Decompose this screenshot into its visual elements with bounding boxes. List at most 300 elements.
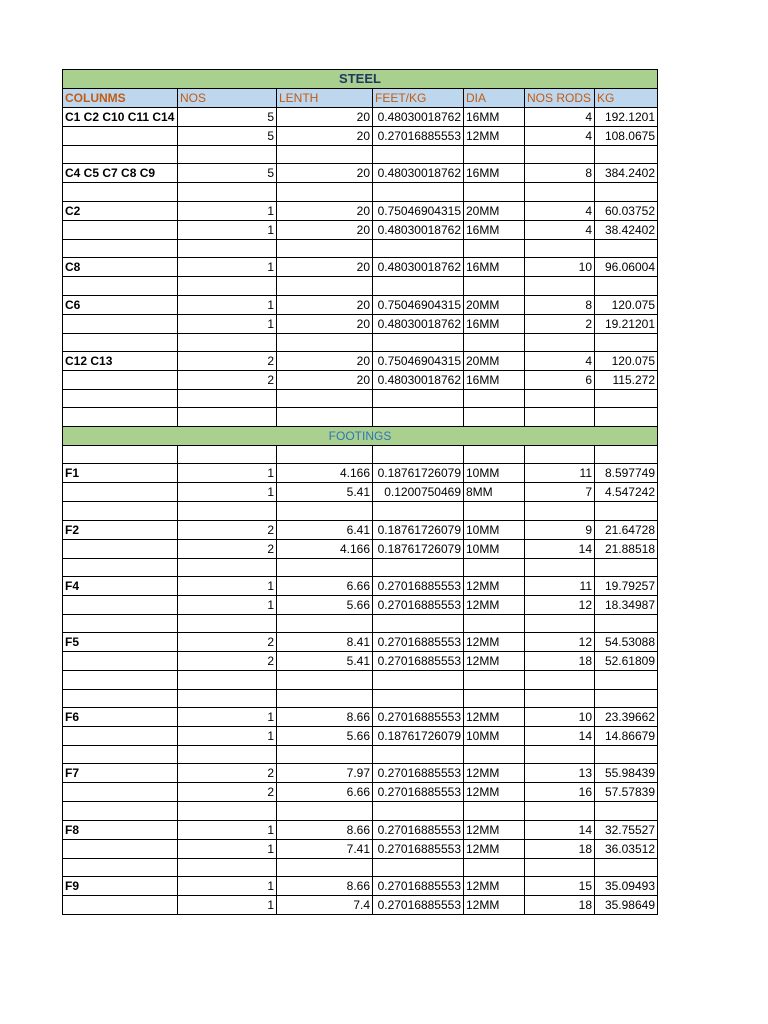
cell-feet-per-kg[interactable] — [373, 746, 464, 764]
cell-feet-per-kg[interactable] — [373, 389, 464, 407]
cell-dia[interactable] — [464, 277, 525, 295]
cell-nos[interactable] — [178, 802, 277, 820]
cell-dia[interactable]: 8MM — [464, 483, 525, 502]
cell-nos[interactable] — [178, 239, 277, 257]
cell-dia[interactable]: 12MM — [464, 764, 525, 783]
cell-length[interactable]: 7.97 — [277, 764, 373, 783]
cell-nos[interactable] — [178, 671, 277, 689]
cell-kg[interactable]: 55.98439 — [595, 764, 658, 783]
cell-kg[interactable] — [595, 502, 658, 520]
cell-nos-rods[interactable] — [525, 746, 595, 764]
cell-columns[interactable] — [63, 277, 178, 295]
cell-feet-per-kg[interactable] — [373, 408, 464, 426]
cell-kg[interactable] — [595, 333, 658, 351]
cell-nos[interactable]: 2 — [178, 652, 277, 671]
cell-columns[interactable] — [63, 127, 178, 146]
cell-dia[interactable] — [464, 558, 525, 576]
cell-nos[interactable]: 1 — [178, 727, 277, 746]
cell-length[interactable]: 5.41 — [277, 652, 373, 671]
cell-nos-rods[interactable] — [525, 614, 595, 632]
cell-feet-per-kg[interactable]: 0.27016885553 — [373, 820, 464, 839]
cell-kg[interactable] — [595, 183, 658, 201]
cell-feet-per-kg[interactable]: 0.27016885553 — [373, 652, 464, 671]
cell-length[interactable] — [277, 389, 373, 407]
cell-length[interactable]: 20 — [277, 220, 373, 239]
cell-kg[interactable]: 192.1201 — [595, 108, 658, 127]
cell-nos-rods[interactable]: 4 — [525, 108, 595, 127]
cell-columns[interactable] — [63, 858, 178, 876]
cell-length[interactable]: 5.41 — [277, 483, 373, 502]
cell-length[interactable] — [277, 614, 373, 632]
cell-columns[interactable]: C6 — [63, 295, 178, 314]
cell-nos[interactable]: 1 — [178, 295, 277, 314]
cell-length[interactable]: 5.66 — [277, 595, 373, 614]
cell-feet-per-kg[interactable] — [373, 502, 464, 520]
cell-kg[interactable] — [595, 146, 658, 164]
cell-kg[interactable]: 384.2402 — [595, 164, 658, 183]
cell-dia[interactable]: 12MM — [464, 877, 525, 896]
cell-length[interactable]: 20 — [277, 258, 373, 277]
cell-nos-rods[interactable]: 4 — [525, 220, 595, 239]
cell-columns[interactable] — [63, 333, 178, 351]
cell-nos-rods[interactable]: 4 — [525, 127, 595, 146]
cell-nos[interactable] — [178, 746, 277, 764]
cell-columns[interactable]: F9 — [63, 877, 178, 896]
cell-length[interactable] — [277, 558, 373, 576]
cell-kg[interactable] — [595, 445, 658, 463]
cell-nos-rods[interactable]: 12 — [525, 633, 595, 652]
cell-nos-rods[interactable]: 10 — [525, 708, 595, 727]
cell-feet-per-kg[interactable] — [373, 239, 464, 257]
cell-feet-per-kg[interactable]: 0.18761726079 — [373, 520, 464, 539]
cell-columns[interactable] — [63, 239, 178, 257]
cell-columns[interactable] — [63, 408, 178, 426]
cell-nos-rods[interactable] — [525, 802, 595, 820]
cell-dia[interactable] — [464, 858, 525, 876]
cell-nos[interactable]: 2 — [178, 370, 277, 389]
cell-length[interactable]: 20 — [277, 164, 373, 183]
cell-nos-rods[interactable]: 6 — [525, 370, 595, 389]
cell-dia[interactable]: 10MM — [464, 464, 525, 483]
cell-kg[interactable]: 8.597749 — [595, 464, 658, 483]
cell-columns[interactable]: C2 — [63, 201, 178, 220]
cell-kg[interactable]: 115.272 — [595, 370, 658, 389]
cell-nos[interactable]: 1 — [178, 258, 277, 277]
cell-kg[interactable] — [595, 671, 658, 689]
cell-feet-per-kg[interactable]: 0.27016885553 — [373, 839, 464, 858]
cell-feet-per-kg[interactable]: 0.18761726079 — [373, 464, 464, 483]
cell-nos-rods[interactable] — [525, 389, 595, 407]
cell-feet-per-kg[interactable]: 0.27016885553 — [373, 633, 464, 652]
cell-columns[interactable]: C4 C5 C7 C8 C9 — [63, 164, 178, 183]
cell-nos[interactable]: 1 — [178, 708, 277, 727]
cell-feet-per-kg[interactable]: 0.48030018762 — [373, 164, 464, 183]
cell-kg[interactable]: 35.09493 — [595, 877, 658, 896]
cell-kg[interactable]: 60.03752 — [595, 201, 658, 220]
cell-feet-per-kg[interactable] — [373, 689, 464, 707]
cell-dia[interactable] — [464, 389, 525, 407]
cell-nos[interactable]: 2 — [178, 520, 277, 539]
cell-columns[interactable]: F8 — [63, 820, 178, 839]
cell-nos[interactable] — [178, 389, 277, 407]
cell-kg[interactable]: 19.79257 — [595, 576, 658, 595]
cell-kg[interactable]: 19.21201 — [595, 314, 658, 333]
cell-kg[interactable]: 108.0675 — [595, 127, 658, 146]
cell-feet-per-kg[interactable] — [373, 445, 464, 463]
cell-length[interactable]: 8.66 — [277, 820, 373, 839]
cell-length[interactable] — [277, 239, 373, 257]
cell-nos-rods[interactable]: 4 — [525, 351, 595, 370]
cell-nos[interactable] — [178, 614, 277, 632]
cell-nos-rods[interactable]: 14 — [525, 820, 595, 839]
cell-dia[interactable]: 16MM — [464, 108, 525, 127]
cell-dia[interactable]: 12MM — [464, 652, 525, 671]
cell-nos[interactable]: 1 — [178, 314, 277, 333]
cell-columns[interactable] — [63, 314, 178, 333]
header-kg[interactable]: KG — [595, 89, 658, 108]
cell-columns[interactable] — [63, 502, 178, 520]
cell-nos-rods[interactable]: 4 — [525, 201, 595, 220]
cell-columns[interactable] — [63, 558, 178, 576]
cell-columns[interactable]: F5 — [63, 633, 178, 652]
cell-nos-rods[interactable] — [525, 445, 595, 463]
cell-nos[interactable]: 1 — [178, 896, 277, 915]
cell-length[interactable] — [277, 146, 373, 164]
cell-length[interactable] — [277, 445, 373, 463]
cell-nos[interactable]: 1 — [178, 820, 277, 839]
cell-nos[interactable] — [178, 146, 277, 164]
cell-dia[interactable]: 12MM — [464, 783, 525, 802]
cell-nos-rods[interactable] — [525, 333, 595, 351]
cell-feet-per-kg[interactable]: 0.48030018762 — [373, 108, 464, 127]
cell-nos-rods[interactable] — [525, 408, 595, 426]
cell-kg[interactable] — [595, 802, 658, 820]
cell-length[interactable]: 20 — [277, 351, 373, 370]
cell-kg[interactable]: 52.61809 — [595, 652, 658, 671]
cell-columns[interactable] — [63, 183, 178, 201]
cell-columns[interactable] — [63, 727, 178, 746]
cell-nos[interactable]: 1 — [178, 483, 277, 502]
cell-columns[interactable] — [63, 483, 178, 502]
cell-length[interactable] — [277, 802, 373, 820]
cell-nos[interactable] — [178, 689, 277, 707]
cell-columns[interactable]: F2 — [63, 520, 178, 539]
cell-nos-rods[interactable] — [525, 858, 595, 876]
cell-length[interactable] — [277, 408, 373, 426]
cell-kg[interactable]: 54.53088 — [595, 633, 658, 652]
cell-dia[interactable]: 12MM — [464, 633, 525, 652]
cell-columns[interactable] — [63, 802, 178, 820]
cell-length[interactable] — [277, 858, 373, 876]
cell-dia[interactable] — [464, 671, 525, 689]
cell-nos[interactable] — [178, 333, 277, 351]
cell-dia[interactable]: 16MM — [464, 164, 525, 183]
cell-feet-per-kg[interactable] — [373, 183, 464, 201]
cell-nos[interactable]: 1 — [178, 464, 277, 483]
cell-feet-per-kg[interactable] — [373, 802, 464, 820]
cell-feet-per-kg[interactable]: 0.1200750469 — [373, 483, 464, 502]
cell-columns[interactable]: C1 C2 C10 C11 C14 — [63, 108, 178, 127]
cell-feet-per-kg[interactable]: 0.27016885553 — [373, 783, 464, 802]
cell-kg[interactable]: 120.075 — [595, 351, 658, 370]
cell-nos-rods[interactable]: 18 — [525, 896, 595, 915]
cell-nos-rods[interactable] — [525, 689, 595, 707]
cell-dia[interactable] — [464, 408, 525, 426]
cell-dia[interactable] — [464, 146, 525, 164]
cell-dia[interactable]: 12MM — [464, 839, 525, 858]
cell-columns[interactable] — [63, 839, 178, 858]
cell-nos-rods[interactable]: 8 — [525, 164, 595, 183]
cell-dia[interactable]: 20MM — [464, 201, 525, 220]
cell-kg[interactable]: 120.075 — [595, 295, 658, 314]
cell-dia[interactable]: 10MM — [464, 520, 525, 539]
cell-dia[interactable] — [464, 802, 525, 820]
cell-length[interactable]: 8.66 — [277, 877, 373, 896]
cell-columns[interactable]: F7 — [63, 764, 178, 783]
cell-dia[interactable]: 10MM — [464, 539, 525, 558]
cell-feet-per-kg[interactable]: 0.27016885553 — [373, 576, 464, 595]
cell-length[interactable]: 7.41 — [277, 839, 373, 858]
cell-nos-rods[interactable]: 14 — [525, 727, 595, 746]
cell-columns[interactable]: C8 — [63, 258, 178, 277]
steel-section-title[interactable]: STEEL — [63, 70, 658, 89]
cell-nos[interactable] — [178, 502, 277, 520]
cell-columns[interactable] — [63, 389, 178, 407]
cell-length[interactable]: 6.41 — [277, 520, 373, 539]
cell-dia[interactable] — [464, 183, 525, 201]
cell-columns[interactable] — [63, 595, 178, 614]
cell-feet-per-kg[interactable]: 0.18761726079 — [373, 727, 464, 746]
cell-dia[interactable] — [464, 333, 525, 351]
header-nos-rods[interactable]: NOS RODS — [525, 89, 595, 108]
cell-columns[interactable] — [63, 746, 178, 764]
cell-kg[interactable] — [595, 614, 658, 632]
cell-feet-per-kg[interactable]: 0.18761726079 — [373, 539, 464, 558]
cell-columns[interactable]: F6 — [63, 708, 178, 727]
header-dia[interactable]: DIA — [464, 89, 525, 108]
cell-feet-per-kg[interactable]: 0.75046904315 — [373, 201, 464, 220]
cell-nos[interactable]: 2 — [178, 539, 277, 558]
cell-feet-per-kg[interactable] — [373, 858, 464, 876]
cell-dia[interactable]: 10MM — [464, 727, 525, 746]
cell-dia[interactable]: 12MM — [464, 708, 525, 727]
cell-feet-per-kg[interactable] — [373, 671, 464, 689]
cell-dia[interactable] — [464, 502, 525, 520]
cell-dia[interactable]: 12MM — [464, 896, 525, 915]
cell-feet-per-kg[interactable]: 0.27016885553 — [373, 127, 464, 146]
cell-kg[interactable] — [595, 389, 658, 407]
cell-columns[interactable]: C12 C13 — [63, 351, 178, 370]
cell-length[interactable] — [277, 671, 373, 689]
cell-nos[interactable]: 5 — [178, 127, 277, 146]
cell-dia[interactable] — [464, 689, 525, 707]
cell-nos[interactable]: 2 — [178, 351, 277, 370]
cell-nos-rods[interactable]: 11 — [525, 576, 595, 595]
cell-kg[interactable]: 35.98649 — [595, 896, 658, 915]
cell-nos-rods[interactable] — [525, 671, 595, 689]
cell-kg[interactable]: 36.03512 — [595, 839, 658, 858]
cell-feet-per-kg[interactable]: 0.27016885553 — [373, 595, 464, 614]
cell-columns[interactable]: F4 — [63, 576, 178, 595]
header-feet-per-kg[interactable]: FEET/KG — [373, 89, 464, 108]
cell-nos[interactable] — [178, 445, 277, 463]
cell-feet-per-kg[interactable] — [373, 277, 464, 295]
cell-nos[interactable]: 5 — [178, 164, 277, 183]
cell-nos[interactable]: 2 — [178, 764, 277, 783]
cell-length[interactable]: 7.4 — [277, 896, 373, 915]
cell-dia[interactable] — [464, 746, 525, 764]
cell-nos-rods[interactable]: 13 — [525, 764, 595, 783]
cell-columns[interactable] — [63, 146, 178, 164]
cell-columns[interactable] — [63, 671, 178, 689]
cell-dia[interactable] — [464, 239, 525, 257]
cell-columns[interactable] — [63, 445, 178, 463]
cell-length[interactable]: 20 — [277, 201, 373, 220]
cell-dia[interactable]: 12MM — [464, 127, 525, 146]
cell-nos-rods[interactable]: 7 — [525, 483, 595, 502]
footings-section-title[interactable]: FOOTINGS — [63, 426, 658, 445]
cell-kg[interactable] — [595, 746, 658, 764]
cell-dia[interactable] — [464, 614, 525, 632]
cell-length[interactable] — [277, 277, 373, 295]
cell-dia[interactable]: 16MM — [464, 370, 525, 389]
cell-nos-rods[interactable]: 18 — [525, 839, 595, 858]
cell-feet-per-kg[interactable]: 0.48030018762 — [373, 258, 464, 277]
cell-kg[interactable]: 4.547242 — [595, 483, 658, 502]
cell-nos-rods[interactable] — [525, 558, 595, 576]
cell-dia[interactable]: 12MM — [464, 576, 525, 595]
cell-nos-rods[interactable] — [525, 277, 595, 295]
cell-nos-rods[interactable]: 15 — [525, 877, 595, 896]
cell-nos[interactable]: 2 — [178, 783, 277, 802]
cell-feet-per-kg[interactable]: 0.75046904315 — [373, 295, 464, 314]
cell-length[interactable] — [277, 333, 373, 351]
cell-dia[interactable]: 12MM — [464, 595, 525, 614]
header-nos[interactable]: NOS — [178, 89, 277, 108]
cell-dia[interactable]: 20MM — [464, 295, 525, 314]
cell-columns[interactable] — [63, 539, 178, 558]
cell-columns[interactable] — [63, 370, 178, 389]
cell-length[interactable]: 20 — [277, 314, 373, 333]
cell-kg[interactable] — [595, 558, 658, 576]
cell-nos[interactable]: 1 — [178, 201, 277, 220]
cell-feet-per-kg[interactable]: 0.48030018762 — [373, 370, 464, 389]
cell-columns[interactable] — [63, 614, 178, 632]
cell-length[interactable]: 20 — [277, 370, 373, 389]
cell-length[interactable]: 4.166 — [277, 539, 373, 558]
cell-kg[interactable]: 57.57839 — [595, 783, 658, 802]
cell-nos-rods[interactable] — [525, 502, 595, 520]
cell-nos-rods[interactable]: 11 — [525, 464, 595, 483]
cell-nos[interactable] — [178, 408, 277, 426]
cell-nos[interactable]: 5 — [178, 108, 277, 127]
cell-nos[interactable]: 2 — [178, 633, 277, 652]
cell-nos[interactable] — [178, 183, 277, 201]
cell-length[interactable]: 20 — [277, 108, 373, 127]
cell-length[interactable]: 4.166 — [277, 464, 373, 483]
cell-length[interactable] — [277, 502, 373, 520]
cell-kg[interactable]: 96.06004 — [595, 258, 658, 277]
cell-kg[interactable]: 23.39662 — [595, 708, 658, 727]
cell-nos[interactable] — [178, 277, 277, 295]
cell-feet-per-kg[interactable]: 0.27016885553 — [373, 764, 464, 783]
cell-kg[interactable] — [595, 277, 658, 295]
cell-nos-rods[interactable]: 12 — [525, 595, 595, 614]
cell-length[interactable]: 6.66 — [277, 576, 373, 595]
cell-kg[interactable] — [595, 689, 658, 707]
cell-feet-per-kg[interactable] — [373, 614, 464, 632]
cell-feet-per-kg[interactable]: 0.27016885553 — [373, 708, 464, 727]
cell-nos[interactable] — [178, 558, 277, 576]
cell-length[interactable]: 8.66 — [277, 708, 373, 727]
cell-feet-per-kg[interactable]: 0.48030018762 — [373, 220, 464, 239]
cell-nos-rods[interactable]: 10 — [525, 258, 595, 277]
cell-columns[interactable] — [63, 783, 178, 802]
header-columns[interactable]: COLUNMS — [63, 89, 178, 108]
cell-dia[interactable]: 12MM — [464, 820, 525, 839]
cell-dia[interactable]: 16MM — [464, 258, 525, 277]
cell-feet-per-kg[interactable] — [373, 333, 464, 351]
cell-length[interactable]: 20 — [277, 127, 373, 146]
cell-nos-rods[interactable] — [525, 239, 595, 257]
cell-kg[interactable] — [595, 858, 658, 876]
cell-kg[interactable]: 38.42402 — [595, 220, 658, 239]
cell-kg[interactable] — [595, 239, 658, 257]
cell-feet-per-kg[interactable]: 0.75046904315 — [373, 351, 464, 370]
cell-length[interactable]: 5.66 — [277, 727, 373, 746]
cell-columns[interactable] — [63, 220, 178, 239]
cell-nos[interactable] — [178, 858, 277, 876]
cell-nos[interactable]: 1 — [178, 877, 277, 896]
cell-length[interactable]: 20 — [277, 295, 373, 314]
cell-feet-per-kg[interactable] — [373, 146, 464, 164]
cell-columns[interactable] — [63, 652, 178, 671]
cell-length[interactable]: 8.41 — [277, 633, 373, 652]
header-length[interactable]: LENTH — [277, 89, 373, 108]
cell-nos[interactable]: 1 — [178, 595, 277, 614]
cell-length[interactable]: 6.66 — [277, 783, 373, 802]
cell-nos[interactable]: 1 — [178, 839, 277, 858]
cell-kg[interactable]: 14.86679 — [595, 727, 658, 746]
cell-dia[interactable]: 16MM — [464, 220, 525, 239]
cell-kg[interactable]: 18.34987 — [595, 595, 658, 614]
cell-nos-rods[interactable] — [525, 183, 595, 201]
cell-nos-rods[interactable]: 2 — [525, 314, 595, 333]
cell-kg[interactable] — [595, 408, 658, 426]
cell-columns[interactable]: F1 — [63, 464, 178, 483]
cell-dia[interactable] — [464, 445, 525, 463]
cell-feet-per-kg[interactable]: 0.27016885553 — [373, 896, 464, 915]
cell-nos-rods[interactable]: 9 — [525, 520, 595, 539]
cell-kg[interactable]: 21.88518 — [595, 539, 658, 558]
cell-nos[interactable]: 1 — [178, 576, 277, 595]
cell-nos-rods[interactable]: 16 — [525, 783, 595, 802]
cell-columns[interactable] — [63, 689, 178, 707]
cell-feet-per-kg[interactable]: 0.27016885553 — [373, 877, 464, 896]
cell-columns[interactable] — [63, 896, 178, 915]
cell-feet-per-kg[interactable]: 0.48030018762 — [373, 314, 464, 333]
cell-nos-rods[interactable] — [525, 146, 595, 164]
cell-feet-per-kg[interactable] — [373, 558, 464, 576]
cell-kg[interactable]: 21.64728 — [595, 520, 658, 539]
cell-nos-rods[interactable]: 18 — [525, 652, 595, 671]
cell-length[interactable] — [277, 183, 373, 201]
cell-length[interactable] — [277, 689, 373, 707]
cell-nos-rods[interactable]: 8 — [525, 295, 595, 314]
cell-nos-rods[interactable]: 14 — [525, 539, 595, 558]
cell-nos[interactable]: 1 — [178, 220, 277, 239]
cell-kg[interactable]: 32.75527 — [595, 820, 658, 839]
